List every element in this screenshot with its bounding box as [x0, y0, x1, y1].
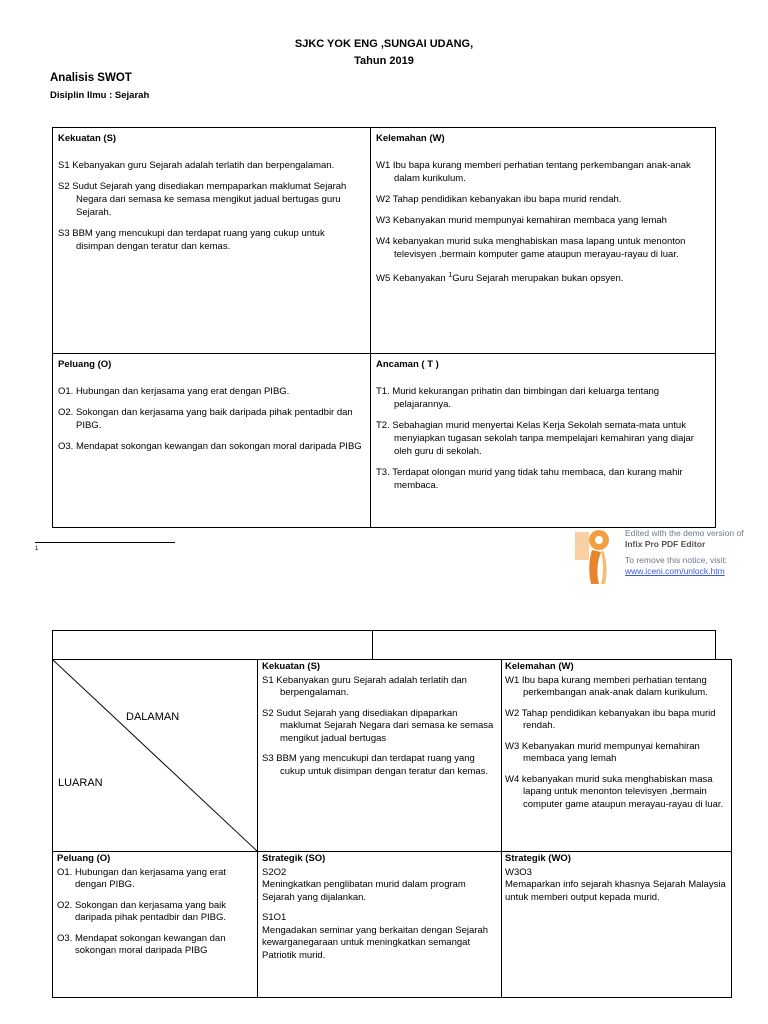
- luaran-label: LUARAN: [58, 777, 103, 789]
- footnote-mark: 1: [35, 546, 39, 552]
- threat-item: T3. Terdapat olongan murid yang tidak tahu membaca, dan kurang mahir membaca.: [376, 467, 683, 491]
- watermark-notice: [625, 528, 765, 576]
- so-code-1: S2O2: [262, 866, 287, 878]
- tows-strengths-title: Kekuatan (S): [262, 661, 321, 672]
- w5-prefix: W5 Kebanyakan: [376, 273, 449, 285]
- threat-item: T2. Sebahagian murid menyertai Kelas Kerja Sekolah semata-mata untuk menyiapkan tugasan sekolah tanpa mempelajari kemahiran yang diajar oleh guru di sekolah.: [376, 420, 694, 457]
- threats-title: Ancaman ( T ): [376, 359, 439, 370]
- tows-weakness-item: W1 Ibu bapa kurang memberi perhatian tentang perkembangan anak-anak dalam kurikulum.: [505, 674, 708, 698]
- year-label: Tahun 2019: [354, 55, 414, 67]
- strengths-title: Kekuatan (S): [58, 133, 117, 144]
- infix-logo-icon: [575, 526, 615, 588]
- strength-item: S1 Kebanyakan guru Sejarah adalah terlatih dan berpengalaman.: [58, 160, 335, 171]
- strengths-cell: [53, 128, 370, 353]
- weakness-item-w5: [376, 269, 710, 285]
- diagonal-divider: [53, 660, 257, 851]
- weakness-item: W4 kebanyakan murid suka menghabiskan masa lapang untuk menonton televisyen ,bermain komputer game ataupun merayau-rayau di luar.: [376, 236, 686, 260]
- watermark-line3: To remove this notice, visit:: [625, 555, 728, 565]
- strength-item: S3 BBM yang mencukupi dan terdapat ruang yang cukup untuk disimpan dengan teratur dan kemas.: [58, 228, 325, 252]
- threats-cell: [371, 354, 715, 527]
- wo-code-1: W3O3: [505, 866, 532, 878]
- footnote-ref[interactable]: 1: [448, 272, 453, 279]
- so-strategy-title: Strategik (SO): [262, 853, 326, 864]
- tows-weaknesses-title: Kelemahan (W): [505, 661, 574, 672]
- tows-opportunities-cell: [57, 853, 254, 966]
- opportunity-item: O3. Mendapat sokongan kewangan dan sokongan moral daripada PIBG: [58, 441, 362, 452]
- opportunity-item: O1. Hubungan dan kerjasama yang erat dengan PIBG.: [58, 386, 290, 397]
- tows-strength-item: S3 BBM yang mencukupi dan terdapat ruang yang cukup untuk disimpan dengan teratur dan kemas.: [262, 753, 489, 777]
- so-text-1: Meningkatkan penglibatan murid dalam program Sejarah yang dijalankan.: [262, 879, 466, 903]
- threat-item: T1. Murid kekurangan prihatin dan bimbingan dari keluarga tentang pelajarannya.: [376, 386, 660, 410]
- document-title: Analisis SWOT: [50, 72, 132, 84]
- wo-strategy-cell: [505, 853, 729, 912]
- tows-strength-item: S2 Sudut Sejarah yang disediakan dipaparkan maklumat Sejarah Negara dari semasa ke semasa mengikut jadual bertugas: [262, 707, 494, 744]
- tows-weakness-item: W4 kebanyakan murid suka menghabiskan masa lapang untuk menonton televisyen ,bermain computer game ataupun merayau-rayau di luar.: [505, 773, 724, 810]
- w5-text: Guru Sejarah merupakan bukan opsyen.: [452, 273, 624, 285]
- tows-weaknesses-cell: [505, 661, 729, 819]
- weakness-item: W1 Ibu bapa kurang memberi perhatian tentang perkembangan anak-anak dalam kurikulum.: [376, 160, 691, 184]
- watermark-link[interactable]: www.iceni.com/unlock.htm: [625, 565, 725, 576]
- document-subtitle: Disiplin Ilmu : Sejarah: [50, 90, 150, 101]
- wo-text-1: Memaparkan info sejarah khasnya Sejarah Malaysia untuk memberi output kepada murid.: [505, 879, 726, 903]
- tows-opportunity-item: O2. Sokongan dan kerjasama yang baik daripada pihak pentadbir dan PIBG.: [57, 899, 227, 923]
- watermark-line2: Infix Pro PDF Editor: [625, 538, 706, 549]
- tows-strength-item: S1 Kebanyakan guru Sejarah adalah terlatih dan berpengalaman.: [262, 674, 467, 698]
- so-strategy-cell: [262, 853, 498, 970]
- tows-opportunity-item: O3. Mendapat sokongan kewangan dan sokongan moral daripada PIBG: [57, 932, 226, 956]
- dalaman-label: DALAMAN: [126, 711, 180, 723]
- strength-item: S2 Sudut Sejarah yang disediakan mempaparkan maklumat Sejarah Negara dari semasa ke semasa mengikut jadual bertugas guru Sejarah.: [58, 181, 347, 218]
- tows-weakness-item: W2 Tahap pendidikan kebanyakan ibu bapa murid rendah.: [505, 707, 716, 731]
- weaknesses-title: Kelemahan (W): [376, 133, 445, 144]
- tows-strengths-cell: [262, 661, 498, 786]
- watermark-line1: Edited with the demo version of: [625, 528, 744, 538]
- tows-opportunity-item: O1. Hubungan dan kerjasama yang erat dengan PIBG.: [57, 866, 226, 890]
- wo-strategy-title: Strategik (WO): [505, 853, 571, 864]
- so-code-2: S1O1: [262, 912, 287, 923]
- so-text-2: Mengadakan seminar yang berkaitan dengan Sejarah kewarganegaraan untuk meningkatkan semangat Patriotik murid.: [262, 924, 489, 961]
- weakness-item: W2 Tahap pendidikan kebanyakan ibu bapa murid rendah.: [376, 194, 622, 205]
- tows-weakness-item: W3 Kebanyakan murid mempunyai kemahiran membaca yang lemah: [505, 740, 700, 764]
- opportunities-title: Peluang (O): [58, 359, 112, 370]
- footnote-rule: [35, 542, 175, 543]
- school-name: SJKC YOK ENG ,SUNGAI UDANG,: [294, 38, 474, 50]
- weaknesses-cell: [371, 128, 715, 353]
- opportunity-item: O2. Sokongan dan kerjasama yang baik daripada pihak pentadbir dan PIBG.: [58, 407, 353, 431]
- tows-opportunities-title: Peluang (O): [57, 853, 111, 864]
- weakness-item: W3 Kebanyakan murid mempunyai kemahiran membaca yang lemah: [376, 215, 667, 226]
- opportunities-cell: [53, 354, 370, 527]
